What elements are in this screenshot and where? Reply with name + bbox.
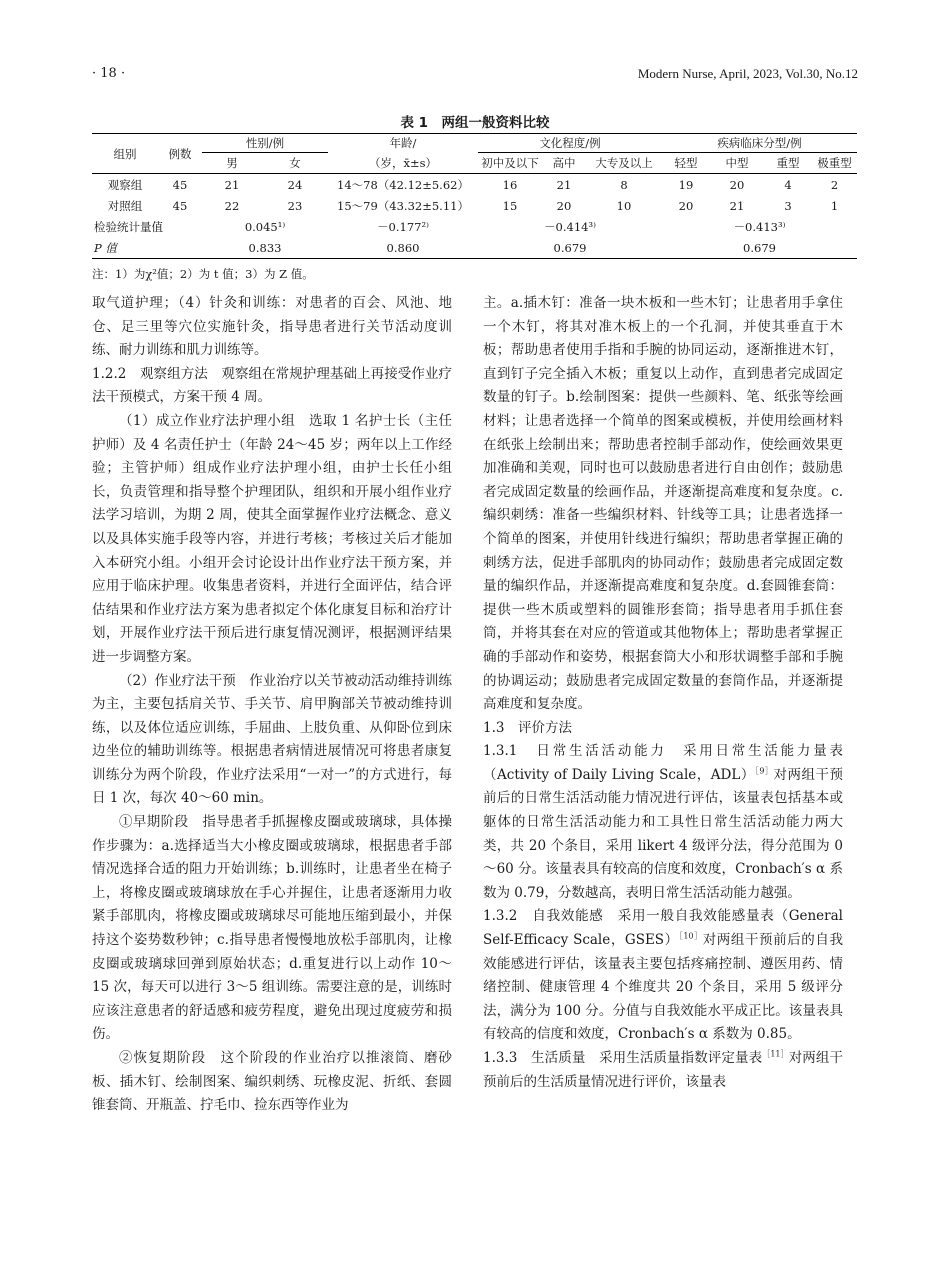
cell: 22	[224, 198, 240, 213]
cell: 8	[620, 177, 628, 192]
table-note: 注：1）为χ²值；2）为 t 值；3）为 Z 值。	[92, 267, 314, 281]
cell: 3	[784, 198, 792, 213]
cell: 15	[502, 198, 518, 213]
cell: 24	[287, 177, 303, 192]
cell: 4	[784, 177, 792, 192]
data-table	[92, 133, 857, 259]
stat-age: －0.177²⁾	[377, 219, 429, 234]
cell: 15～79（43.32±5.11）	[337, 198, 469, 213]
cell: 1	[830, 198, 839, 213]
section-1-3-1	[483, 740, 843, 905]
stat-row	[92, 216, 857, 237]
cell: 21	[729, 198, 745, 213]
page-header	[92, 66, 858, 86]
section-heading-1-3: 1.3 评价方法	[483, 719, 572, 736]
table-header-row	[92, 134, 857, 153]
header-female: 女	[262, 153, 328, 174]
header-mild: 轻型	[662, 153, 710, 174]
cell: 16	[502, 177, 518, 192]
header-edu-junior: 初中及以下	[478, 153, 542, 174]
citation-9: ［9］	[754, 766, 774, 776]
cell: 观察组	[107, 177, 143, 192]
cell: 14～78（42.12±5.62）	[337, 177, 469, 192]
journal-info: Modern Nurse, April, 2023, Vol.30, No.12	[637, 66, 858, 81]
header-count: 例数	[158, 134, 202, 174]
paragraph: ②恢复期阶段 这个阶段的作业治疗以推滚筒、磨砂板、插木钉、绘制图案、编织刺绣、玩橡皮泥、折纸、套圆锥套筒、开瓶盖、拧毛巾、捡东西等作业为	[92, 1050, 452, 1114]
cell: 19	[678, 177, 694, 192]
right-column	[483, 292, 843, 1094]
section-heading-1-2-2: 1.2.2 观察组方法 观察组在常规护理基础上再接受作业疗法干预模式，方案干预 4 周。	[92, 365, 452, 406]
p-age: 0.860	[328, 237, 478, 259]
page-number: · 18 ·	[92, 66, 126, 81]
left-column	[92, 292, 452, 1118]
stat-label: 检验统计量值	[94, 219, 163, 234]
header-edu-college: 大专及以上	[586, 153, 662, 174]
header-severe: 重型	[764, 153, 812, 174]
table-subheader-row	[92, 153, 857, 174]
cell: 45	[172, 198, 188, 213]
cell: 20	[729, 177, 745, 192]
cell: 21	[556, 177, 572, 192]
cell: 21	[224, 177, 240, 192]
section-1-3-2-body: 对两组干预前后的自我效能感进行评估，该量表主要包括疼痛控制、遵医用药、情绪控制、健康管理 4 个维度共 20 个条目，采用 5 级评分法，满分为 100 分。分值与自我效能水平成正比。该量表具有较高的信度和效度，Cronbach′s α 系数为 0.85。	[483, 932, 843, 1043]
stat-disease: －0.413³⁾	[733, 219, 786, 234]
paragraph: ①早期阶段 指导患者手抓握橡皮圈或玻璃球，具体操作步骤为：a.选择适当大小橡皮圈或玻璃球，根据患者手部情况选择合适的阻力开始训练；b.训练时，让患者坐在椅子上，将橡皮圈或玻璃球放在手心并握住，让患者逐渐用力收紧手部肌肉，将橡皮圈或玻璃球尽可能地压缩到最小，并保持这个姿势数秒钟；c.指导患者慢慢地放松手部肌肉，让橡皮圈或玻璃球回弹到原始状态；d.重复进行以上动作 10～15 次，每天可以进行 3～5 组训练。需要注意的是，训练时应该注意患者的舒适感和疲劳程度，避免出现过度疲劳和损伤。	[92, 814, 452, 1043]
cell: 20	[556, 198, 572, 213]
citation-10: ［10］	[678, 931, 703, 941]
section-1-3-2-head: 1.3.2 自我效能感 采用一般自我效能感量表（General Self-Efficacy Scale，GSES）	[483, 908, 843, 949]
p-education: 0.679	[478, 237, 662, 259]
table-row	[92, 195, 857, 216]
header-edu-high: 高中	[542, 153, 586, 174]
table-row	[92, 174, 857, 196]
section-1-3-1-body: 对两组干预前后的日常生活活动能力情况进行评估，该量表包括基本或躯体的日常生活活动能力和工具性日常生活活动能力两大类，共 20 个条目，采用 likert 4 级评分法，得分范围为 0～60 分。该量表具有较高的信度和效度，Cronbach′s α 系数为 0.79，分数越高，表明日常生活活动能力越强。	[483, 766, 843, 901]
header-age: 年龄/	[328, 134, 478, 153]
stat-gender: 0.045¹⁾	[244, 219, 286, 234]
cell: 10	[616, 198, 632, 213]
citation-11: ［11］	[762, 1049, 789, 1059]
header-gender: 性别/例	[202, 134, 328, 153]
section-1-3-2	[483, 905, 843, 1047]
cell: 2	[830, 177, 839, 192]
p-gender: 0.833	[202, 237, 328, 259]
section-1-3-3	[483, 1047, 843, 1094]
header-education: 文化程度/例	[478, 134, 662, 153]
paragraph: （1）成立作业疗法护理小组 选取 1 名护士长（主任护师）及 4 名责任护士（年龄 24～45 岁；两年以上工作经验；主管护师）组成作业疗法护理小组，由护士长任小组长，负责管理和指导整个护理团队，组织和开展小组作业疗法学习培训，为期 2 周，使其全面掌握作业疗法概念、意义以及具体实施手段等内容，并进行考核；考核过关后才能加入本研究小组。小组开会讨论设计出作业疗法干预方案，并应用于临床护理。收集患者资料，并进行全面评估，结合评估结果和作业疗法方案为患者拟定个体化康复目标和治疗计划，开展作业疗法干预后进行康复情况测评，根据测评结果进一步调整方案。	[92, 412, 452, 665]
p-value-row	[92, 237, 857, 259]
cell: 45	[172, 177, 188, 192]
cell: 23	[287, 198, 303, 213]
header-male: 男	[202, 153, 262, 174]
section-1-3-3-head: 1.3.3 生活质量 采用生活质量指数评定量表	[483, 1050, 763, 1066]
p-disease: 0.679	[662, 237, 857, 259]
header-moderate: 中型	[710, 153, 764, 174]
header-age-unit: （岁，x̄±s）	[328, 153, 478, 174]
stat-education: －0.414³⁾	[544, 219, 596, 234]
header-group: 组别	[92, 134, 158, 174]
paragraph: 主。a.插木钉：准备一块木板和一些木钉；让患者用手拿住一个木钉，将其对准木板上的一个孔洞，并使其垂直于木板；帮助患者使用手指和手腕的协同运动，逐渐推进木钉，直到钉子完全插入木板；重复以上动作，直到患者完成固定数量的钉子。b.绘制图案：提供一些颜料、笔、纸张等绘画材料；让患者选择一个简单的图案或模板，并使用绘画材料在纸张上绘制出来；帮助患者控制手部动作，使绘画效果更加准确和美观，同时也可以鼓励患者进行自由创作；鼓励患者完成固定数量的绘画作品，并逐渐提高难度和复杂度。c.编织刺绣：准备一些编织材料、针线等工具；让患者选择一个简单的图案，并使用针线进行编织；帮助患者掌握正确的刺绣方法，促进手部肌肉的协同动作；鼓励患者完成固定数量的编织作品，并逐渐提高难度和复杂度。d.套圆锥套筒：提供一些木质或塑料的圆锥形套筒；指导患者用手抓住套筒，并将其套在对应的管道或其他物体上；帮助患者掌握正确的手部动作和姿势，根据套筒大小和形状调整手部和手腕的协调运动；鼓励患者完成固定数量的套筒作品，并逐渐提高难度和复杂度。	[483, 295, 843, 713]
cell: 20	[678, 198, 694, 213]
header-extreme: 极重型	[812, 153, 857, 174]
header-disease: 疾病临床分型/例	[662, 134, 857, 153]
table-title: 表 1 两组一般资料比较	[400, 115, 550, 131]
p-label: P 值	[92, 237, 202, 259]
cell: 对照组	[107, 198, 143, 213]
paragraph: 取气道护理；（4）针灸和训练：对患者的百会、风池、地仓、足三里等穴位实施针灸，指导患者进行关节活动度训练、耐力训练和肌力训练等。	[92, 295, 452, 359]
paragraph: （2）作业疗法干预 作业治疗以关节被动活动维持训练为主，主要包括肩关节、手关节、肩甲胸部关节被动维持训练，以及体位适应训练，手屈曲、上肢负重、从仰卧位到床边坐位的辅助训练等。根据患者病情进展情况可将患者康复训练分为两个阶段，作业疗法采用“一对一”的方式进行，每日 1 次，每次 40～60 min。	[92, 672, 452, 807]
section-1-3-3-body: 对两组干预前后的生活质量情况进行评价，该量表	[483, 1050, 843, 1090]
section-1-3-1-head: 1.3.1 日常生活活动能力 采用日常生活能力量表（Activity of Daily Living Scale，ADL）	[483, 743, 843, 783]
